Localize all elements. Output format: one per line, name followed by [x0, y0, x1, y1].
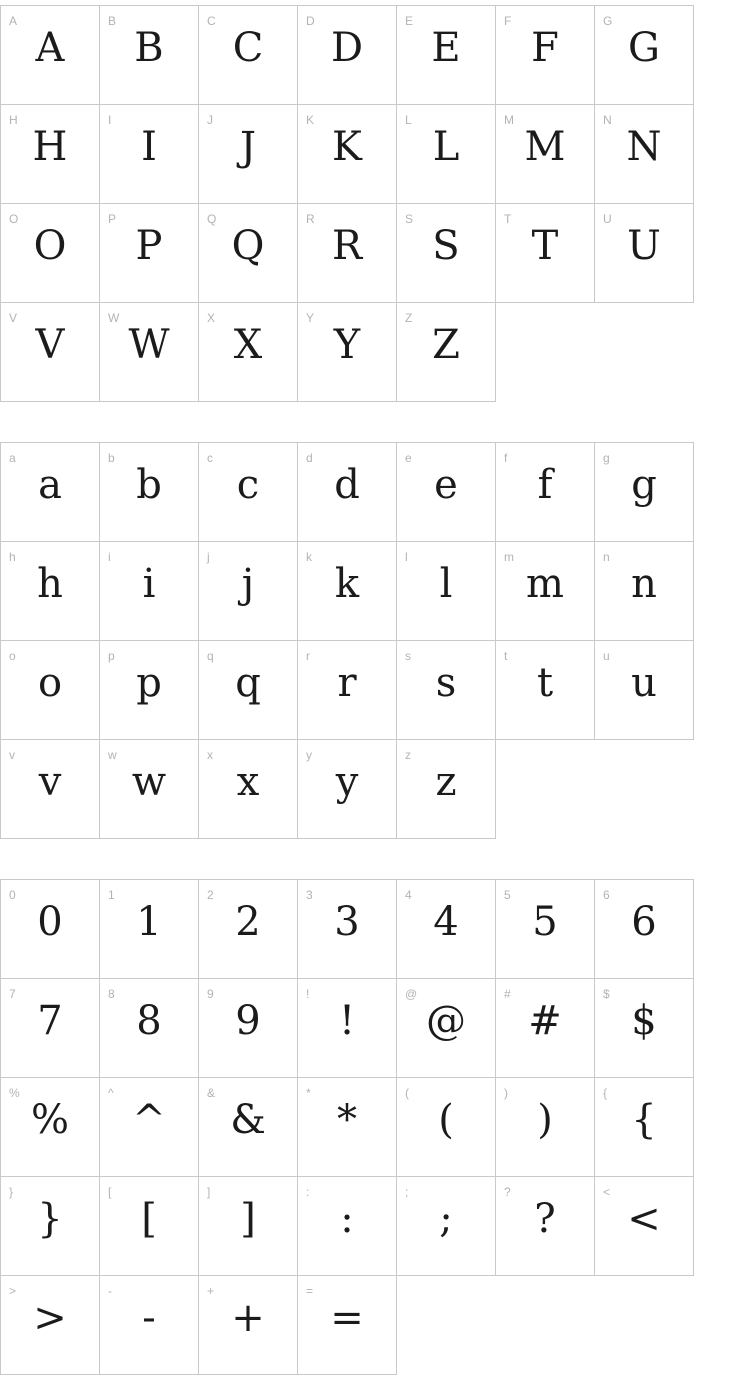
char-glyph: X — [233, 322, 263, 368]
char-cell — [0, 302, 100, 402]
char-code-label: I — [108, 113, 112, 127]
char-code-label: 9 — [207, 987, 214, 1001]
char-glyph: ) — [537, 1097, 553, 1143]
grid-row — [0, 978, 700, 1078]
char-code-label: x — [207, 748, 213, 762]
char-glyph: r — [337, 660, 357, 706]
char-glyph: o — [37, 660, 63, 706]
char-glyph: 7 — [37, 998, 63, 1044]
char-cell — [0, 1077, 100, 1177]
char-code-label: t — [504, 649, 508, 663]
char-code-label: R — [306, 212, 315, 226]
grid-row — [0, 1275, 700, 1375]
char-cell — [198, 203, 298, 303]
char-cell — [0, 739, 100, 839]
char-glyph: $ — [631, 998, 657, 1044]
char-code-label: W — [108, 311, 120, 325]
char-code-label: F — [504, 14, 512, 28]
char-code-label: ^ — [108, 1086, 114, 1100]
char-cell — [0, 541, 100, 641]
uppercase-grid — [0, 5, 700, 402]
char-code-label: < — [603, 1185, 611, 1199]
char-glyph: k — [334, 561, 360, 607]
char-cell — [99, 1077, 199, 1177]
char-code-label: 5 — [504, 888, 511, 902]
char-glyph: d — [334, 462, 360, 508]
char-code-label: j — [207, 550, 210, 564]
char-code-label: * — [306, 1086, 311, 1100]
char-cell — [396, 5, 496, 105]
grid-row — [0, 302, 700, 402]
grid-row — [0, 1176, 700, 1276]
char-code-label: @ — [405, 987, 418, 1001]
char-code-label: k — [306, 550, 312, 564]
char-glyph: a — [38, 462, 62, 508]
char-glyph: 6 — [631, 899, 657, 945]
char-glyph: x — [236, 759, 260, 805]
grid-row — [0, 442, 700, 542]
char-code-label: p — [108, 649, 115, 663]
char-glyph: M — [524, 124, 566, 170]
grid-row — [0, 879, 700, 979]
char-cell — [0, 203, 100, 303]
char-cell — [198, 442, 298, 542]
char-code-label: w — [108, 748, 117, 762]
char-code-label: G — [603, 14, 613, 28]
char-code-label: T — [504, 212, 512, 226]
char-code-label: B — [108, 14, 117, 28]
char-glyph: L — [432, 124, 460, 170]
char-code-label: z — [405, 748, 411, 762]
char-code-label: Q — [207, 212, 217, 226]
char-glyph: U — [627, 223, 661, 269]
char-glyph: ] — [240, 1196, 256, 1242]
char-cell — [99, 1275, 199, 1375]
char-glyph: T — [531, 223, 559, 269]
char-glyph: u — [631, 660, 657, 706]
numbers-symbols-grid — [0, 879, 700, 1375]
char-glyph: A — [35, 25, 65, 71]
char-glyph: ( — [438, 1097, 454, 1143]
char-glyph: 9 — [235, 998, 261, 1044]
char-code-label: + — [207, 1284, 215, 1298]
char-cell — [495, 879, 595, 979]
char-code-label: $ — [603, 987, 610, 1001]
char-cell — [99, 5, 199, 105]
char-glyph: h — [37, 561, 63, 607]
char-cell — [0, 1275, 100, 1375]
char-glyph: < — [627, 1196, 661, 1242]
char-glyph: e — [434, 462, 458, 508]
char-glyph: q — [235, 660, 261, 706]
char-cell — [396, 640, 496, 740]
char-cell — [99, 1176, 199, 1276]
char-cell — [594, 541, 694, 641]
char-code-label: C — [207, 14, 216, 28]
char-glyph: } — [37, 1196, 63, 1242]
char-code-label: L — [405, 113, 412, 127]
char-code-label: U — [603, 212, 612, 226]
char-cell — [594, 104, 694, 204]
char-glyph: S — [432, 223, 460, 269]
char-code-label: 8 — [108, 987, 115, 1001]
char-glyph: Q — [231, 223, 265, 269]
char-code-label: [ — [108, 1185, 112, 1199]
char-cell — [99, 104, 199, 204]
char-code-label: 3 — [306, 888, 313, 902]
char-cell — [297, 1275, 397, 1375]
char-code-label: u — [603, 649, 610, 663]
char-cell — [495, 1176, 595, 1276]
char-cell — [198, 541, 298, 641]
char-cell — [297, 640, 397, 740]
grid-row — [0, 1077, 700, 1177]
char-code-label: & — [207, 1086, 216, 1100]
char-cell — [0, 640, 100, 740]
char-code-label: f — [504, 451, 508, 465]
char-cell — [396, 442, 496, 542]
char-cell — [396, 203, 496, 303]
char-cell — [198, 302, 298, 402]
char-cell — [594, 1077, 694, 1177]
grid-row — [0, 541, 700, 641]
char-code-label: s — [405, 649, 411, 663]
char-cell — [297, 104, 397, 204]
char-glyph: H — [32, 124, 68, 170]
char-cell — [297, 541, 397, 641]
char-cell — [198, 104, 298, 204]
char-glyph: R — [331, 223, 363, 269]
char-glyph: b — [136, 462, 162, 508]
char-glyph: O — [33, 223, 67, 269]
char-glyph: 8 — [136, 998, 162, 1044]
char-code-label: S — [405, 212, 414, 226]
char-glyph: { — [631, 1097, 657, 1143]
char-glyph: J — [239, 124, 257, 170]
char-cell — [99, 541, 199, 641]
char-code-label: : — [306, 1185, 310, 1199]
char-glyph: : — [340, 1196, 354, 1242]
char-code-label: A — [9, 14, 18, 28]
char-glyph: * — [337, 1097, 357, 1143]
char-code-label: r — [306, 649, 310, 663]
char-code-label: = — [306, 1284, 314, 1298]
char-glyph: F — [531, 25, 559, 71]
char-code-label: y — [306, 748, 312, 762]
char-cell — [396, 879, 496, 979]
char-glyph: z — [435, 759, 457, 805]
char-code-label: a — [9, 451, 16, 465]
char-glyph: ; — [439, 1196, 453, 1242]
char-cell — [198, 640, 298, 740]
char-glyph: W — [128, 322, 170, 368]
char-cell — [594, 640, 694, 740]
char-cell — [198, 1077, 298, 1177]
char-code-label: Y — [306, 311, 315, 325]
char-cell — [99, 640, 199, 740]
char-cell — [198, 879, 298, 979]
char-cell — [495, 203, 595, 303]
char-glyph: Z — [432, 322, 460, 368]
char-cell — [297, 442, 397, 542]
char-code-label: P — [108, 212, 117, 226]
char-code-label: ! — [306, 987, 310, 1001]
lowercase-grid — [0, 442, 700, 839]
char-code-label: g — [603, 451, 610, 465]
char-cell — [99, 442, 199, 542]
char-glyph: + — [231, 1295, 265, 1341]
char-glyph: w — [131, 759, 167, 805]
char-cell — [0, 442, 100, 542]
grid-row — [0, 203, 700, 303]
char-cell — [495, 978, 595, 1078]
char-glyph: = — [330, 1295, 364, 1341]
char-glyph: - — [142, 1295, 156, 1341]
char-cell — [297, 1077, 397, 1177]
char-code-label: K — [306, 113, 315, 127]
char-glyph: n — [631, 561, 657, 607]
char-cell — [198, 978, 298, 1078]
grid-row — [0, 640, 700, 740]
char-cell — [99, 739, 199, 839]
char-cell — [396, 541, 496, 641]
char-glyph: i — [142, 561, 156, 607]
char-cell — [594, 978, 694, 1078]
char-cell — [198, 1176, 298, 1276]
char-code-label: ] — [207, 1185, 211, 1199]
char-code-label: E — [405, 14, 414, 28]
char-code-label: X — [207, 311, 216, 325]
char-glyph: [ — [141, 1196, 157, 1242]
char-code-label: H — [9, 113, 18, 127]
char-cell — [396, 739, 496, 839]
char-code-label: > — [9, 1284, 17, 1298]
char-glyph: % — [30, 1097, 69, 1143]
char-glyph: l — [439, 561, 453, 607]
char-glyph: I — [141, 124, 157, 170]
char-code-label: q — [207, 649, 214, 663]
char-glyph: 1 — [136, 899, 162, 945]
char-glyph: G — [628, 25, 660, 71]
char-glyph: 2 — [235, 899, 261, 945]
char-glyph: > — [33, 1295, 67, 1341]
char-code-label: # — [504, 987, 511, 1001]
grid-row — [0, 739, 700, 839]
char-glyph: Y — [333, 322, 361, 368]
char-glyph: E — [431, 25, 461, 71]
char-glyph: ? — [534, 1196, 556, 1242]
char-glyph: @ — [426, 998, 466, 1044]
char-glyph: ! — [338, 998, 356, 1044]
char-cell — [297, 203, 397, 303]
char-glyph: 0 — [37, 899, 63, 945]
char-code-label: e — [405, 451, 412, 465]
char-code-label: J — [207, 113, 213, 127]
char-cell — [495, 5, 595, 105]
char-code-label: Z — [405, 311, 413, 325]
char-glyph: 4 — [433, 899, 459, 945]
char-code-label: o — [9, 649, 16, 663]
char-glyph: c — [236, 462, 260, 508]
char-glyph: K — [332, 124, 362, 170]
grid-row — [0, 104, 700, 204]
char-cell — [297, 739, 397, 839]
char-cell — [594, 5, 694, 105]
char-glyph: f — [537, 462, 553, 508]
char-code-label: - — [108, 1284, 112, 1298]
char-glyph: y — [335, 759, 359, 805]
char-cell — [0, 104, 100, 204]
char-cell — [198, 739, 298, 839]
char-cell — [396, 978, 496, 1078]
char-code-label: h — [9, 550, 16, 564]
char-glyph: ^ — [132, 1097, 166, 1143]
char-code-label: 4 — [405, 888, 412, 902]
char-code-label: O — [9, 212, 19, 226]
char-code-label: ( — [405, 1086, 409, 1100]
char-glyph: m — [526, 561, 564, 607]
char-cell — [0, 1176, 100, 1276]
char-cell — [594, 879, 694, 979]
char-glyph: C — [232, 25, 264, 71]
char-cell — [0, 879, 100, 979]
char-cell — [396, 1176, 496, 1276]
char-code-label: v — [9, 748, 15, 762]
char-cell — [99, 302, 199, 402]
char-cell — [495, 442, 595, 542]
char-glyph: p — [136, 660, 162, 706]
char-glyph: D — [330, 25, 364, 71]
char-cell — [495, 104, 595, 204]
char-code-label: N — [603, 113, 612, 127]
char-cell — [198, 1275, 298, 1375]
char-cell — [396, 302, 496, 402]
char-cell — [594, 1176, 694, 1276]
char-code-label: n — [603, 550, 610, 564]
char-glyph: V — [35, 322, 65, 368]
char-glyph: N — [626, 124, 662, 170]
char-code-label: d — [306, 451, 313, 465]
char-code-label: 2 — [207, 888, 214, 902]
char-cell — [297, 302, 397, 402]
char-glyph: 3 — [334, 899, 360, 945]
char-code-label: % — [9, 1086, 20, 1100]
char-cell — [594, 203, 694, 303]
char-glyph: j — [241, 561, 255, 607]
char-glyph: s — [435, 660, 457, 706]
char-code-label: 6 — [603, 888, 610, 902]
char-cell — [297, 5, 397, 105]
char-cell — [396, 104, 496, 204]
char-code-label: D — [306, 14, 315, 28]
char-cell — [297, 879, 397, 979]
char-code-label: ) — [504, 1086, 508, 1100]
char-glyph: 5 — [532, 899, 558, 945]
char-cell — [198, 5, 298, 105]
char-code-label: 7 — [9, 987, 16, 1001]
char-glyph: B — [134, 25, 164, 71]
char-code-label: b — [108, 451, 115, 465]
char-cell — [396, 1077, 496, 1177]
char-glyph: g — [631, 462, 657, 508]
char-cell — [99, 978, 199, 1078]
char-cell — [495, 640, 595, 740]
char-glyph: P — [135, 223, 163, 269]
char-glyph: & — [230, 1097, 266, 1143]
char-code-label: } — [9, 1185, 14, 1199]
char-cell — [0, 978, 100, 1078]
char-cell — [495, 1077, 595, 1177]
char-glyph: v — [38, 759, 62, 805]
char-code-label: V — [9, 311, 18, 325]
char-code-label: c — [207, 451, 213, 465]
char-glyph: t — [536, 660, 554, 706]
char-code-label: ; — [405, 1185, 409, 1199]
char-code-label: { — [603, 1086, 608, 1100]
char-code-label: 1 — [108, 888, 115, 902]
char-cell — [99, 879, 199, 979]
char-cell — [495, 541, 595, 641]
char-cell — [0, 5, 100, 105]
char-cell — [297, 978, 397, 1078]
char-code-label: 0 — [9, 888, 16, 902]
grid-row — [0, 5, 700, 105]
char-code-label: i — [108, 550, 111, 564]
char-cell — [594, 442, 694, 542]
char-code-label: l — [405, 550, 408, 564]
char-code-label: ? — [504, 1185, 511, 1199]
char-cell — [99, 203, 199, 303]
char-code-label: M — [504, 113, 514, 127]
char-code-label: m — [504, 550, 514, 564]
char-cell — [297, 1176, 397, 1276]
char-glyph: # — [528, 998, 562, 1044]
